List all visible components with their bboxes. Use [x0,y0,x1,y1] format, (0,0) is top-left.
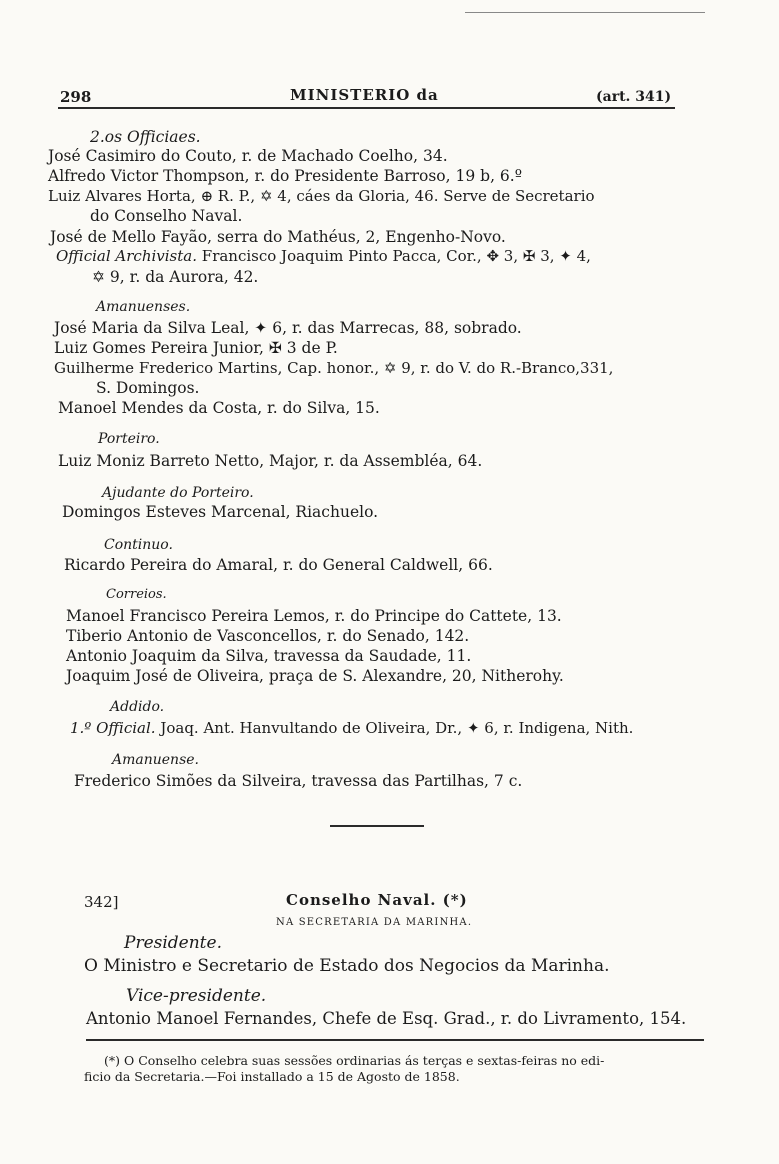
header-rule [58,107,675,109]
section-subtitle: NA SECRETARIA DA MARINHA. [276,917,473,928]
list-item: Luiz Moniz Barreto Netto, Major, r. da Assembléa, 64. [58,452,483,470]
vice-heading: Vice-presidente. [126,986,267,1006]
amanuense-heading: Amanuense. [112,752,199,768]
porteiro-heading: Porteiro. [98,431,160,447]
list-item: Luiz Alvares Horta, ⊕ R. P., ✡ 4, cáes da Gloria, 46. Serve de Secretario [48,187,595,205]
presidente-heading: Presidente. [124,933,222,953]
continuo-heading: Continuo. [104,537,173,553]
addido-heading: Addido. [110,699,165,715]
list-item: Joaquim José de Oliveira, praça de S. Alexandre, 20, Nitherohy. [66,667,564,685]
list-item: Manoel Mendes da Costa, r. do Silva, 15. [58,399,380,417]
list-item: José Maria da Silva Leal, ✦ 6, r. das Marrecas, 88, sobrado. [54,319,522,337]
correios-heading: Correios. [106,587,167,602]
list-item: José de Mello Fayão, serra do Mathéus, 2, Engenho-Novo. [50,228,506,246]
section-divider [330,825,424,827]
archivista-text: Francisco Joaquim Pinto Pacca, Cor., ✥ 3, ✠ 3, ✦ 4, [201,247,591,265]
addido-text: Joaq. Ant. Hanvultando de Oliveira, Dr., ✦ 6, r. Indigena, Nith. [160,719,634,737]
list-item: Domingos Esteves Marcenal, Riachuelo. [62,503,379,521]
list-item: ✡ 9, r. da Aurora, 42. [92,268,259,286]
article-ref: (art. 341) [596,89,672,105]
section-number: 342] [84,893,119,911]
officiaes-heading: 2.os Officiaes. [90,128,201,146]
footnote-line-1: (*) O Conselho celebra suas sessões ordinarias ás terças e sextas-feiras no edi- [104,1053,605,1068]
list-item: Antonio Joaquim da Silva, travessa da Saudade, 11. [66,647,472,665]
section-title: Conselho Naval. (*) [286,891,468,909]
list-item: Alfredo Victor Thompson, r. do Presidente Barroso, 19 b, 6.º [48,167,522,185]
list-item: José Casimiro do Couto, r. de Machado Coelho, 34. [48,147,448,165]
list-item: Ricardo Pereira do Amaral, r. do General Caldwell, 66. [64,556,493,574]
list-item: Manoel Francisco Pereira Lemos, r. do Principe do Cattete, 13. [66,607,562,625]
list-item: S. Domingos. [96,379,200,397]
addido-label: 1.º Official. [70,719,156,737]
addido-entry [70,719,633,737]
list-item: do Conselho Naval. [90,207,243,225]
archivista-label: Official Archivista. [56,247,197,265]
list-item: Luiz Gomes Pereira Junior, ✠ 3 de P. [54,339,338,357]
amanuenses-heading: Amanuenses. [96,299,191,315]
footnote-rule [86,1039,704,1041]
list-item: Tiberio Antonio de Vasconcellos, r. do Senado, 142. [66,627,470,645]
footnote-line-2: ficio da Secretaria.—Foi installado a 15 de Agosto de 1858. [84,1069,460,1084]
presidente-text: O Ministro e Secretario de Estado dos Negocios da Marinha. [84,956,610,976]
top-stray-rule [465,12,705,13]
archivista-entry [56,247,591,265]
list-item: Guilherme Frederico Martins, Cap. honor., ✡ 9, r. do V. do R.-Branco,331, [54,359,614,377]
page-number: 298 [60,88,92,106]
list-item: Frederico Simões da Silveira, travessa das Partilhas, 7 c. [74,772,523,790]
vice-text: Antonio Manoel Fernandes, Chefe de Esq. Grad., r. do Livramento, 154. [86,1009,687,1028]
ajudante-heading: Ajudante do Porteiro. [102,485,254,501]
running-title: MINISTERIO da [290,86,439,104]
